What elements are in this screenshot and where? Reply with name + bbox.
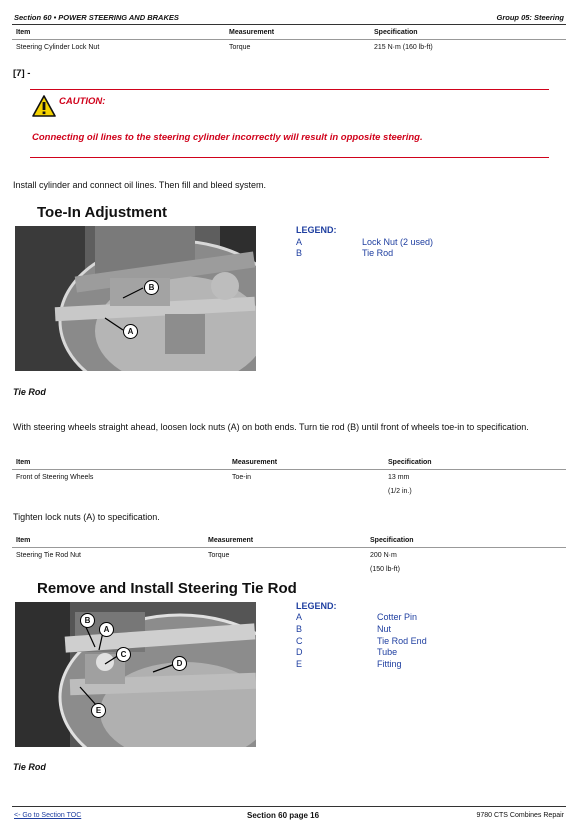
remove-legend-value-d: Tube [377, 647, 398, 657]
remove-legend-value-e: Fitting [377, 659, 402, 669]
tie-rod-caption: Tie Rod [13, 762, 46, 772]
toe-in-legend-title: LEGEND: [296, 225, 337, 235]
table2-cell-spec: 13 mm [388, 474, 410, 481]
table3-rule [12, 547, 566, 548]
table1-header-spec: Specification [374, 29, 418, 36]
header-rule [12, 24, 566, 25]
callout-e: E [91, 703, 106, 718]
table3-cell-spec-imperial: (150 lb-ft) [370, 566, 400, 573]
remove-legend-value-c: Tie Rod End [377, 636, 427, 646]
toe-in-photo [15, 226, 256, 371]
table3-cell-item: Steering Tie Rod Nut [16, 552, 81, 559]
remove-legend-value-a: Cotter Pin [377, 612, 418, 622]
table1-header-measurement: Measurement [229, 29, 275, 36]
callout-b: B [144, 280, 159, 295]
remove-legend-title: LEGEND: [296, 601, 337, 611]
toe-in-legend-value-a: Lock Nut (2 used) [362, 237, 434, 247]
remove-legend-key-e: E [296, 659, 303, 669]
callout-a: A [123, 324, 138, 339]
callout-a: A [99, 622, 114, 637]
table1-cell-measurement: Torque [229, 44, 251, 51]
table3-cell-measurement: Torque [208, 552, 230, 559]
callout-b: B [80, 613, 95, 628]
section-header: Section 60 • POWER STEERING AND BRAKES [14, 13, 179, 22]
toe-in-legend-key-a: A [296, 237, 303, 247]
toe-in-instruction: With steering wheels straight ahead, loosen lock nuts (A) on both ends. Turn tie rod (B) until front of wheels toe-in to specification. [13, 422, 529, 432]
table3-header-measurement: Measurement [208, 537, 254, 544]
toe-in-caption: Tie Rod [13, 387, 46, 397]
table2-rule [12, 469, 566, 470]
table1-rule [12, 39, 566, 40]
remove-legend-key-d: D [296, 647, 303, 657]
caution-bottom-rule [30, 157, 549, 158]
document-title: 9780 CTS Combines Repair [476, 812, 564, 819]
toe-in-legend-value-b: Tie Rod [362, 248, 394, 258]
table2-cell-measurement: Toe-in [232, 474, 252, 481]
remove-legend-key-a: A [296, 612, 303, 622]
callout-c: C [116, 647, 131, 662]
remove-install-title: Remove and Install Steering Tie Rod [37, 580, 297, 597]
table3-cell-spec: 200 N·m [370, 552, 397, 559]
tighten-instruction: Tighten lock nuts (A) to specification. [13, 512, 160, 522]
table2-header-item: Item [16, 459, 31, 466]
go-to-section-toc-link[interactable]: <- Go to Section TOC [14, 812, 82, 819]
toe-in-legend-key-b: B [296, 248, 303, 258]
remove-legend-key-c: C [296, 636, 303, 646]
table1-cell-spec: 215 N·m (160 lb-ft) [374, 44, 433, 51]
tie-rod-photo [15, 602, 256, 747]
toe-in-title: Toe-In Adjustment [37, 204, 167, 221]
table1-cell-item: Steering Cylinder Lock Nut [16, 44, 100, 51]
caution-label: CAUTION: [59, 96, 106, 107]
page-number: Section 60 page 16 [247, 811, 320, 820]
footer-rule [12, 806, 566, 807]
warning-icon [32, 95, 56, 117]
table2-cell-spec-imperial: (1/2 in.) [388, 488, 412, 495]
callout-d: D [172, 656, 187, 671]
table3-header-spec: Specification [370, 537, 414, 544]
table2-header-spec: Specification [388, 459, 432, 466]
table2-header-measurement: Measurement [232, 459, 278, 466]
remove-legend-value-b: Nut [377, 624, 392, 634]
step-label: [7] - [13, 68, 31, 79]
install-instruction: Install cylinder and connect oil lines. Then fill and bleed system. [13, 180, 266, 190]
caution-top-rule [30, 89, 549, 90]
remove-legend-key-b: B [296, 624, 303, 634]
group-header: Group 05: Steering [496, 13, 564, 22]
table3-header-item: Item [16, 537, 31, 544]
caution-text: Connecting oil lines to the steering cylinder incorrectly will result in opposite steering. [32, 132, 423, 143]
table2-cell-item: Front of Steering Wheels [16, 474, 94, 481]
table1-header-item: Item [16, 29, 31, 36]
